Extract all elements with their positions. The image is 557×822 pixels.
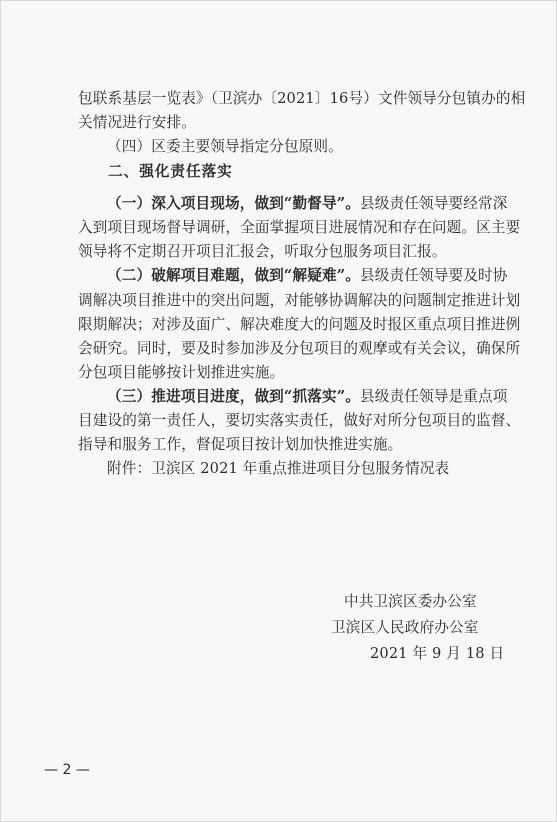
signature-org-2: 卫滨区人民政府办公室	[331, 619, 479, 636]
signature-date: 2021 年 9 月 18 日	[370, 645, 505, 662]
p2-line-5: 分包项目能够按计划推进实施。	[78, 364, 285, 381]
p2-lead: （二）破解项目难题，做到“解疑难”。	[107, 267, 360, 284]
intro-line-2: 关情况进行安排。	[78, 114, 196, 131]
p3-lead: （三）推进项目进度，做到“抓落实”。	[107, 388, 360, 405]
item-4-line: （四）区委主要领导指定分包原则。	[107, 138, 343, 155]
p1-line-1	[107, 195, 507, 213]
p2-line-3: 限期解决；对涉及面广、解决难度大的问题及时报区重点项目推进例	[78, 316, 521, 333]
p1-line-3: 领导将不定期召开项目汇报会，听取分包服务项目汇报。	[78, 243, 447, 260]
p2-line-4: 会研究。同时，要及时参加涉及分包项目的观摩或有关会议，确保所	[78, 340, 521, 357]
p1-rest: 县级责任领导要经常深	[360, 195, 508, 212]
p1-line-2: 入到项目现场督导调研，全面掌握项目进展情况和存在问题。区主要	[78, 219, 521, 236]
p3-rest: 县级责任领导是重点项	[360, 388, 508, 405]
p2-line-2: 调解决项目推进中的突出问题，对能够协调解决的问题制定推进计划	[78, 292, 521, 309]
intro-line-1: 包联系基层一览表》（卫滨办〔2021〕16号）文件领导分包镇办的相	[78, 90, 526, 107]
p3-line-3: 指导和服务工作，督促项目按计划加快推进实施。	[78, 436, 403, 453]
p3-line-1	[107, 388, 507, 406]
p2-rest: 县级责任领导要及时协	[360, 267, 508, 284]
p3-line-2: 目建设的第一责任人，要切实落实责任，做好对所分包项目的监督、	[78, 412, 521, 429]
attachment-line: 附件：卫滨区 2021 年重点推进项目分包服务情况表	[107, 460, 450, 477]
page-number: — 2 —	[44, 762, 90, 778]
signature-org-1: 中共卫滨区委办公室	[344, 593, 477, 610]
p1-lead: （一）深入项目现场，做到“勤督导”。	[107, 195, 360, 212]
p2-line-1	[107, 267, 507, 285]
section-2-heading: 二、强化责任落实	[108, 163, 233, 180]
